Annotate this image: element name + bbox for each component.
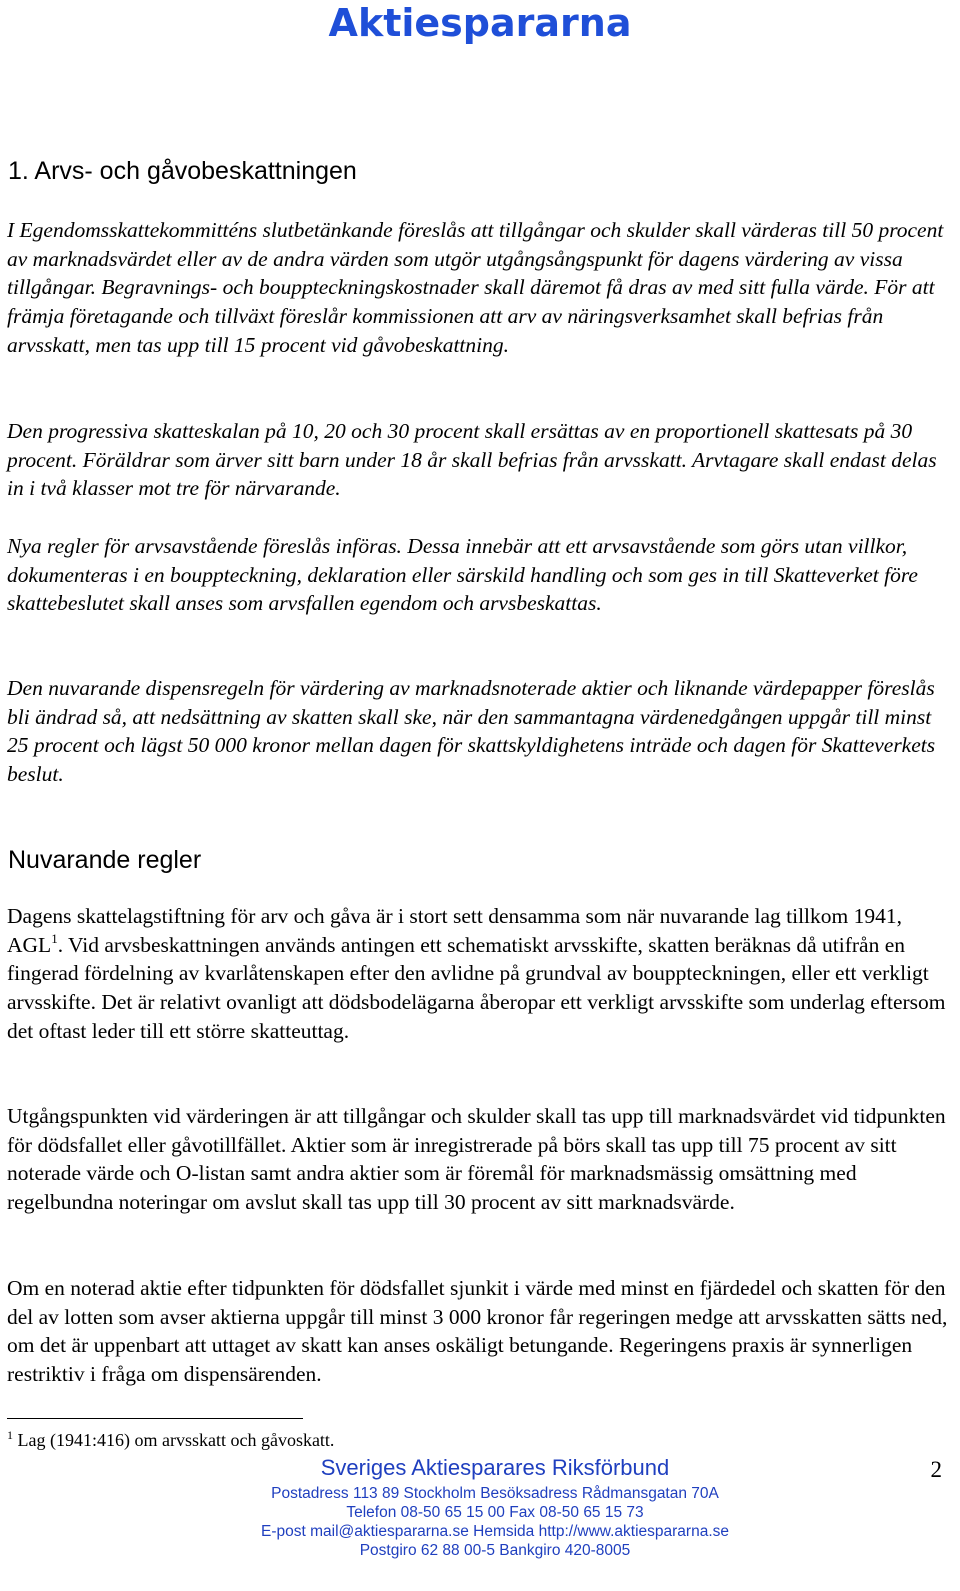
- valuation-paragraph: Utgångspunkten vid värderingen är att tillgångar och skulder skall tas upp till marknadsvärdet vid tidpunkten för dödsfallet eller gåvotillfället. Aktier som är inregistrerade på börs skall tas upp till 75 procent av sitt noterade värde och O-listan samt andra aktier som är föremål för marknadsmässig omsättning med regelbundna noteringar om avslut skall tas upp till 30 procent av sitt marknadsvärde.: [7, 1104, 946, 1215]
- inheritance-waiver-paragraph: Nya regler för arvsavstående föreslås införas. Dessa innebär att ett arvsavstående som görs utan villkor, dokumenteras i en bouppteckning, deklaration eller särskild handling och som ges in till Skatteverket före skattebeslutet skall anses som arvsfallen egendom och arvsbeskattas.: [7, 534, 918, 616]
- page-number: 2: [930, 1457, 942, 1482]
- footer-address-line: Postadress 113 89 Stockholm Besöksadress Rådmansgatan 70A: [271, 1485, 719, 1502]
- section-heading-nuvarande-regler: Nuvarande regler: [8, 846, 202, 874]
- footnote: [7, 1429, 334, 1451]
- aktiespararna-logo: Aktiespararna: [328, 1, 632, 45]
- current-law-text-start: Dagens skattelagstiftning för arv och gåva är i stort sett densamma som när nuvarande lag tillkom 1941, AGL: [7, 904, 903, 957]
- footnote-text: Lag (1941:416) om arvsskatt och gåvoskatt.: [13, 1430, 335, 1450]
- dispensation-rule-paragraph: Den nuvarande dispensregeln för värdering av marknadsnoterade aktier och liknande värdepapper föreslås bli ändrad så, att nedsättning av skatten skall ske, när den sammantagna värdenedgången uppgår till minst 25 procent och lägst 50 000 kronor mellan dagen för skattskyldighetens inträde och dagen för Skatteverkets beslut.: [7, 676, 936, 787]
- footer-web-line: E-post mail@aktiespararna.se Hemsida http://www.aktiespararna.se: [260, 1523, 730, 1540]
- footer-organization-name: Sveriges Aktiesparares Riksförbund: [320, 1455, 670, 1480]
- footnote-divider: [7, 1418, 303, 1419]
- footer-phone-line: Telefon 08-50 65 15 00 Fax 08-50 65 15 73: [346, 1504, 644, 1521]
- footnote-number: 1: [7, 1428, 13, 1442]
- section-heading-arvs-och-gavobeskattningen: 1. Arvs- och gåvobeskattningen: [8, 157, 357, 185]
- share-value-decline-paragraph: Om en noterad aktie efter tidpunkten för dödsfallet sjunkit i värde med minst en fjärdedel och skatten för den del av lotten som avser aktierna uppgår till minst 3 000 kronor får regeringen medge att arvsskatten sätts ned, om det är uppenbart att uttaget av skatt kan anses oskäligt betungande. Regeringens praxis är synnerligen restriktiv i fråga om dispensärenden.: [7, 1276, 948, 1387]
- footnote-reference: 1: [51, 930, 58, 946]
- current-law-paragraph: [7, 902, 953, 1046]
- intro-paragraph: I Egendomsskattekommitténs slutbetänkande föreslås att tillgångar och skulder skall värderas till 50 procent av marknadsvärdet eller av de andra värden som utgör utgångsångspunkt för dagens värdering av vissa tillgångar. Begravnings- och bouppteckningskostnader skall däremot få dras av med sitt fulla värde. För att främja företagande och tillväxt föreslår kommissionen att arv av näringsverksamhet skall befrias från arvsskatt, men tas upp till 15 procent vid gåvobeskattning.: [7, 218, 944, 357]
- footer-giro-line: Postgiro 62 88 00-5 Bankgiro 420-8005: [359, 1542, 631, 1559]
- current-law-text-end: . Vid arvsbeskattningen används antingen ett schematiskt arvsskifte, skatten beräknas då utifrån en fingerad fördelning av kvarlåtenskapen efter den avlidne på grundval av bouppteckningen, eller ett verkligt arvsskifte. Det är relativt ovanligt att dödsbodelägarna åberopar ett verkligt arvsskifte som underlag eftersom det oftast leder till ett större skatteuttag.: [7, 932, 946, 1043]
- tax-scale-paragraph: Den progressiva skatteskalan på 10, 20 och 30 procent skall ersättas av en proportionell skattesats på 30 procent. Föräldrar som ärver sitt barn under 18 år skall befrias från arvsskatt. Arvtagare skall endast delas in i två klasser mot tre för närvarande.: [7, 419, 937, 501]
